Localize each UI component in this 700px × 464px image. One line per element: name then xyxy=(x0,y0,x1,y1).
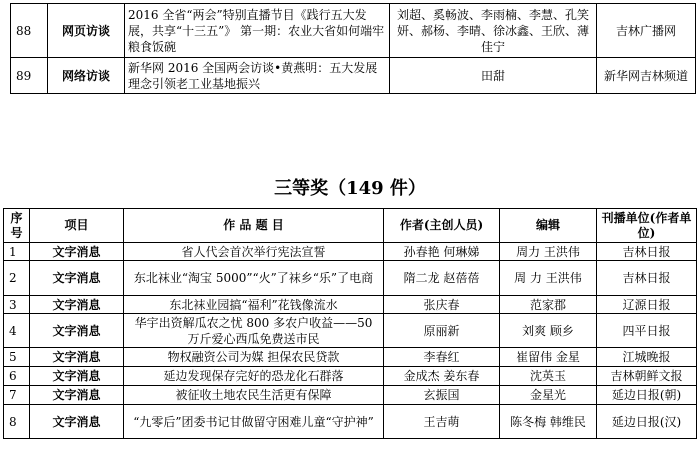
header-author: 作者(主创人员) xyxy=(384,209,500,243)
table-row xyxy=(4,367,697,386)
author: 原丽新 xyxy=(384,314,500,348)
row-number: 6 xyxy=(4,367,30,386)
editor: 范家郡 xyxy=(500,296,597,314)
header-project: 项目 xyxy=(30,209,124,243)
publish-unit: 新华网吉林频道 xyxy=(597,58,696,94)
publish-unit: 辽源日报 xyxy=(597,296,697,314)
row-number: 7 xyxy=(4,386,30,405)
work-title: 2016 全省“两会”特别直播节目《践行五大发展，共享“十三五”》 第一期：农业大省如何端牢粮食饭碗 xyxy=(125,4,390,58)
row-number: 88 xyxy=(11,4,48,58)
work-title: 新华网 2016 全国两会访谈•黄燕明：五大发展理念引领老工业基地振兴 xyxy=(125,58,390,94)
table-row xyxy=(4,386,697,405)
row-number: 5 xyxy=(4,348,30,367)
publish-unit: 吉林日报 xyxy=(597,261,697,296)
author: 王吉萌 xyxy=(384,405,500,439)
table-row xyxy=(4,296,697,314)
section-title: 三等奖（149 件） xyxy=(274,178,426,199)
work-title: 被征收土地农民生活更有保障 xyxy=(124,386,384,405)
header-title: 作 品 题 目 xyxy=(124,209,384,243)
work-title: 物权融资公司为媒 担保农民贷款 xyxy=(124,348,384,367)
publish-unit: 延边日报(朝) xyxy=(597,386,697,405)
row-number: 1 xyxy=(4,243,30,261)
work-title: 东北袜业园搞“福利”花钱像流水 xyxy=(124,296,384,314)
publish-unit: 吉林广播网 xyxy=(597,4,696,58)
work-title: 东北袜业“淘宝 5000”“火”了袜乡“乐”了电商 xyxy=(124,261,384,296)
project-type: 文字消息 xyxy=(30,243,124,261)
editor: 金星光 xyxy=(500,386,597,405)
project-type: 文字消息 xyxy=(30,405,124,439)
people: 刘超、奚畅波、李雨楠、李慧、孔笑妍、郝杨、李晴、徐冰鑫、王欣、薄佳宁 xyxy=(390,4,597,58)
row-number: 89 xyxy=(11,58,48,94)
table-row xyxy=(4,261,697,296)
work-title: “九零后”团委书记甘做留守困难儿童“守护神” xyxy=(124,405,384,439)
editor: 陈冬梅 韩维民 xyxy=(500,405,597,439)
editor: 周力 王洪伟 xyxy=(500,243,597,261)
editor: 崔留伟 金星 xyxy=(500,348,597,367)
author: 玄振国 xyxy=(384,386,500,405)
publish-unit: 吉林日报 xyxy=(597,243,697,261)
project-type: 文字消息 xyxy=(30,261,124,296)
row-number: 8 xyxy=(4,405,30,439)
table-header-row xyxy=(4,209,697,243)
work-title: 省人代会首次举行宪法宣誓 xyxy=(124,243,384,261)
editor: 沈英玉 xyxy=(500,367,597,386)
author: 张庆春 xyxy=(384,296,500,314)
table-row xyxy=(4,348,697,367)
editor: 刘爽 顾乡 xyxy=(500,314,597,348)
row-number: 2 xyxy=(4,261,30,296)
project-type: 网络访谈 xyxy=(48,58,125,94)
row-number: 3 xyxy=(4,296,30,314)
publish-unit: 吉林朝鲜文报 xyxy=(597,367,697,386)
author: 隋二龙 赵蓓蓓 xyxy=(384,261,500,296)
header-number: 序号 xyxy=(4,209,30,243)
author: 李春红 xyxy=(384,348,500,367)
author: 金成杰 姜东春 xyxy=(384,367,500,386)
publish-unit: 延边日报(汉) xyxy=(597,405,697,439)
author: 孙春艳 何琳娣 xyxy=(384,243,500,261)
project-type: 文字消息 xyxy=(30,386,124,405)
project-type: 文字消息 xyxy=(30,367,124,386)
people: 田甜 xyxy=(390,58,597,94)
work-title: 延边发现保存完好的恐龙化石群落 xyxy=(124,367,384,386)
table-row xyxy=(4,314,697,348)
table-row xyxy=(11,4,696,58)
publish-unit: 四平日报 xyxy=(597,314,697,348)
project-type: 文字消息 xyxy=(30,314,124,348)
publish-unit: 江城晚报 xyxy=(597,348,697,367)
work-title: 华宇出资解瓜农之忧 800 多农户收益——50 万斤爱心西瓜免费送市民 xyxy=(124,314,384,348)
editor: 周 力 王洪伟 xyxy=(500,261,597,296)
third-prize-table xyxy=(3,208,697,439)
project-type: 文字消息 xyxy=(30,348,124,367)
previous-awards-table xyxy=(10,3,696,94)
table-row xyxy=(4,405,697,439)
header-editor: 编辑 xyxy=(500,209,597,243)
project-type: 网页访谈 xyxy=(48,4,125,58)
header-unit: 刊播单位(作者单位) xyxy=(597,209,697,243)
row-number: 4 xyxy=(4,314,30,348)
project-type: 文字消息 xyxy=(30,296,124,314)
table-row xyxy=(4,243,697,261)
table-row xyxy=(11,58,696,94)
